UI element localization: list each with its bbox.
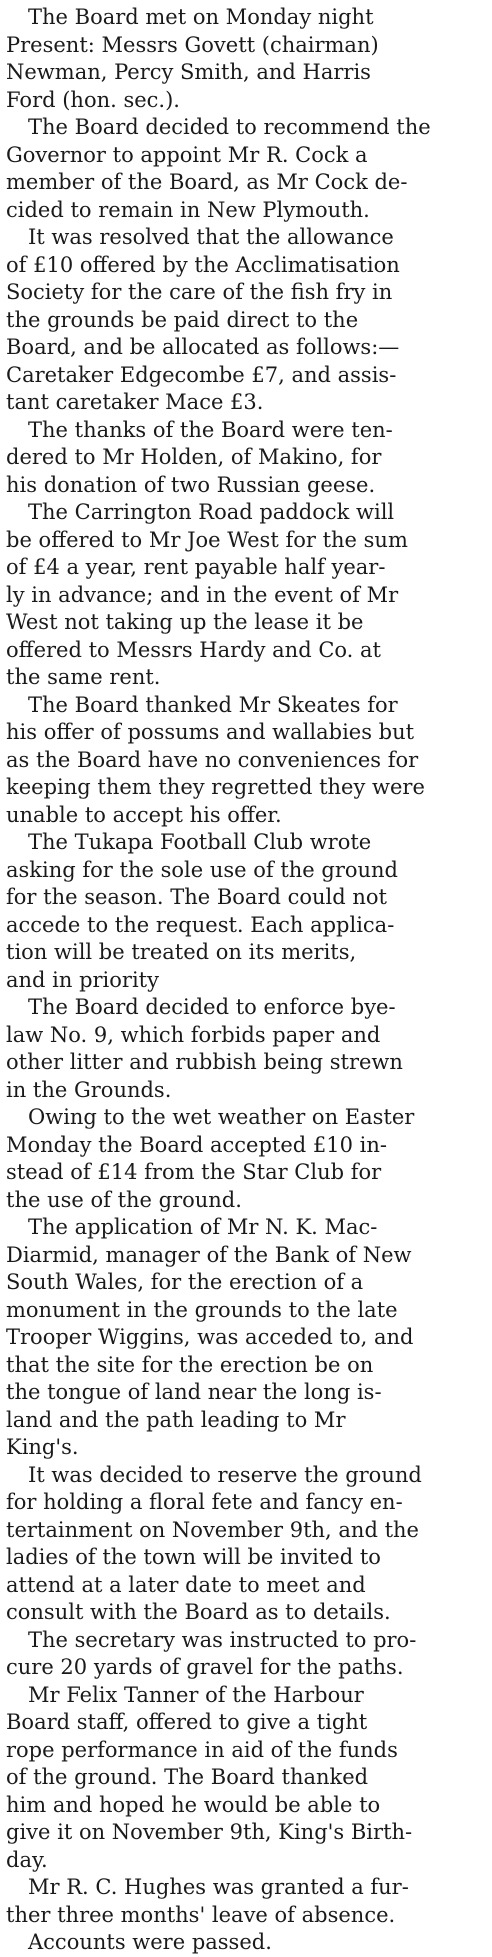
text-line: day. [6, 1847, 48, 1872]
text-line: Ford (hon. sec.). [6, 87, 180, 112]
article-paragraph [6, 224, 488, 417]
text-line: The thanks of the Board were ten- [28, 417, 393, 442]
text-line: in the Grounds. [6, 1077, 172, 1102]
text-line: The secretary was instructed to pro- [28, 1627, 417, 1652]
text-line: Governor to appoint Mr R. Cock a [6, 142, 368, 167]
text-line: tertainment on November 9th, and the [6, 1517, 419, 1542]
text-line: that the site for the erection be on [6, 1352, 374, 1377]
article-paragraph [6, 692, 488, 830]
text-line: Board staff, offered to give a tight [6, 1710, 368, 1734]
text-line: give it on November 9th, King's Birth- [6, 1820, 413, 1844]
text-line: other litter and rubbish being strewn [6, 1050, 403, 1074]
text-line: him and hoped he would be able to [6, 1792, 381, 1817]
text-line: as the Board have no conveniences for [6, 747, 419, 772]
text-line: Society for the care of the fish fry in [6, 280, 393, 304]
text-line: It was resolved that the allowance [28, 225, 394, 249]
text-line: the tongue of land near the long is- [6, 1380, 382, 1404]
text-line: Accounts were passed. [28, 1930, 272, 1954]
text-line: asking for the sole use of the ground [6, 857, 398, 882]
text-line: dered to Mr Holden, of Makino, for [6, 445, 382, 469]
text-line: the use of the ground. [6, 1187, 242, 1212]
text-line: tant caretaker Mace £3. [6, 390, 264, 414]
text-line: Diarmid, manager of the Bank of New [6, 1242, 412, 1267]
text-line: King's. [6, 1435, 79, 1459]
text-line: rope performance in aid of the funds [6, 1737, 398, 1762]
text-line: his offer of possums and wallabies but [6, 720, 415, 744]
text-line: ly in advance; and in the event of Mr [6, 582, 399, 607]
text-line: The Carrington Road paddock will [28, 500, 395, 524]
article-paragraph [6, 1627, 488, 1682]
article-paragraph [6, 114, 488, 224]
text-line: be offered to Mr Joe West for the sum [6, 527, 408, 552]
text-line: The application of Mr N. K. Mac- [28, 1215, 378, 1239]
text-line: unable to accept his offer. [6, 802, 282, 827]
article-paragraph [6, 994, 488, 1104]
text-line: ladies of the town will be invited to [6, 1545, 381, 1569]
text-line: West not taking up the lease it be [6, 610, 364, 634]
text-line: monument in the grounds to the late [6, 1297, 398, 1322]
text-line: cure 20 yards of gravel for the paths. [6, 1655, 404, 1679]
text-line: of the ground. The Board thanked [6, 1765, 369, 1789]
text-line: The Board decided to recommend the [28, 115, 431, 139]
newspaper-article [6, 4, 488, 1957]
text-line: Board, and be allocated as follows:— [6, 335, 400, 359]
text-line: and in priority [6, 967, 159, 992]
text-line: The Board decided to enforce bye- [28, 995, 396, 1019]
text-line: law No. 9, which forbids paper and [6, 1022, 381, 1047]
text-line: keeping them they regretted they were [6, 775, 425, 799]
article-paragraph [6, 1874, 488, 1929]
article-paragraph [6, 1462, 488, 1627]
text-line: The Tukapa Football Club wrote [28, 830, 372, 854]
text-line: cided to remain in New Plymouth. [6, 197, 370, 222]
text-line: the same rent. [6, 665, 161, 689]
text-line: his donation of two Russian geese. [6, 472, 376, 497]
article-paragraph [6, 4, 488, 114]
text-line: land and the path leading to Mr [6, 1407, 346, 1432]
text-line: of £10 offered by the Acclimatisation [6, 252, 400, 277]
text-line: Mr Felix Tanner of the Harbour [28, 1682, 364, 1707]
text-line: It was decided to reserve the ground [28, 1462, 422, 1487]
text-line: offered to Messrs Hardy and Co. at [6, 637, 381, 662]
text-line: The Board thanked Mr Skeates for [28, 692, 398, 717]
text-line: Caretaker Edgecombe £7, and assis- [6, 362, 397, 387]
text-line: Newman, Percy Smith, and Harris [6, 60, 371, 84]
text-line: for holding a floral fete and fancy en- [6, 1490, 403, 1514]
text-line: Monday the Board accepted £10 in- [6, 1132, 387, 1157]
text-line: Owing to the wet weather on Easter [28, 1105, 415, 1129]
article-paragraph [6, 1104, 488, 1214]
text-line: accede to the request. Each applica- [6, 912, 395, 937]
article-paragraph [6, 499, 488, 692]
text-line: Mr R. C. Hughes was granted a fur- [28, 1875, 409, 1899]
article-paragraph [6, 1929, 488, 1957]
text-line: South Wales, for the erection of a [6, 1270, 364, 1294]
text-line: Present: Messrs Govett (chairman) [6, 32, 379, 57]
text-line: member of the Board, as Mr Cock de- [6, 170, 408, 194]
article-paragraph [6, 829, 488, 994]
text-line: attend at a later date to meet and [6, 1572, 366, 1597]
text-line: stead of £14 from the Star Club for [6, 1160, 382, 1184]
text-line: tion will be treated on its merits, [6, 940, 357, 964]
text-line: of £4 a year, rent payable half year- [6, 555, 386, 579]
text-line: the grounds be paid direct to the [6, 307, 359, 332]
article-paragraph [6, 1214, 488, 1462]
text-line: The Board met on Monday night [28, 5, 374, 29]
text-line: consult with the Board as to details. [6, 1600, 391, 1624]
text-line: ther three months' leave of absence. [6, 1902, 396, 1927]
text-line: for the season. The Board could not [6, 885, 387, 909]
text-line: Trooper Wiggins, was acceded to, and [6, 1325, 414, 1349]
article-paragraph [6, 417, 488, 500]
